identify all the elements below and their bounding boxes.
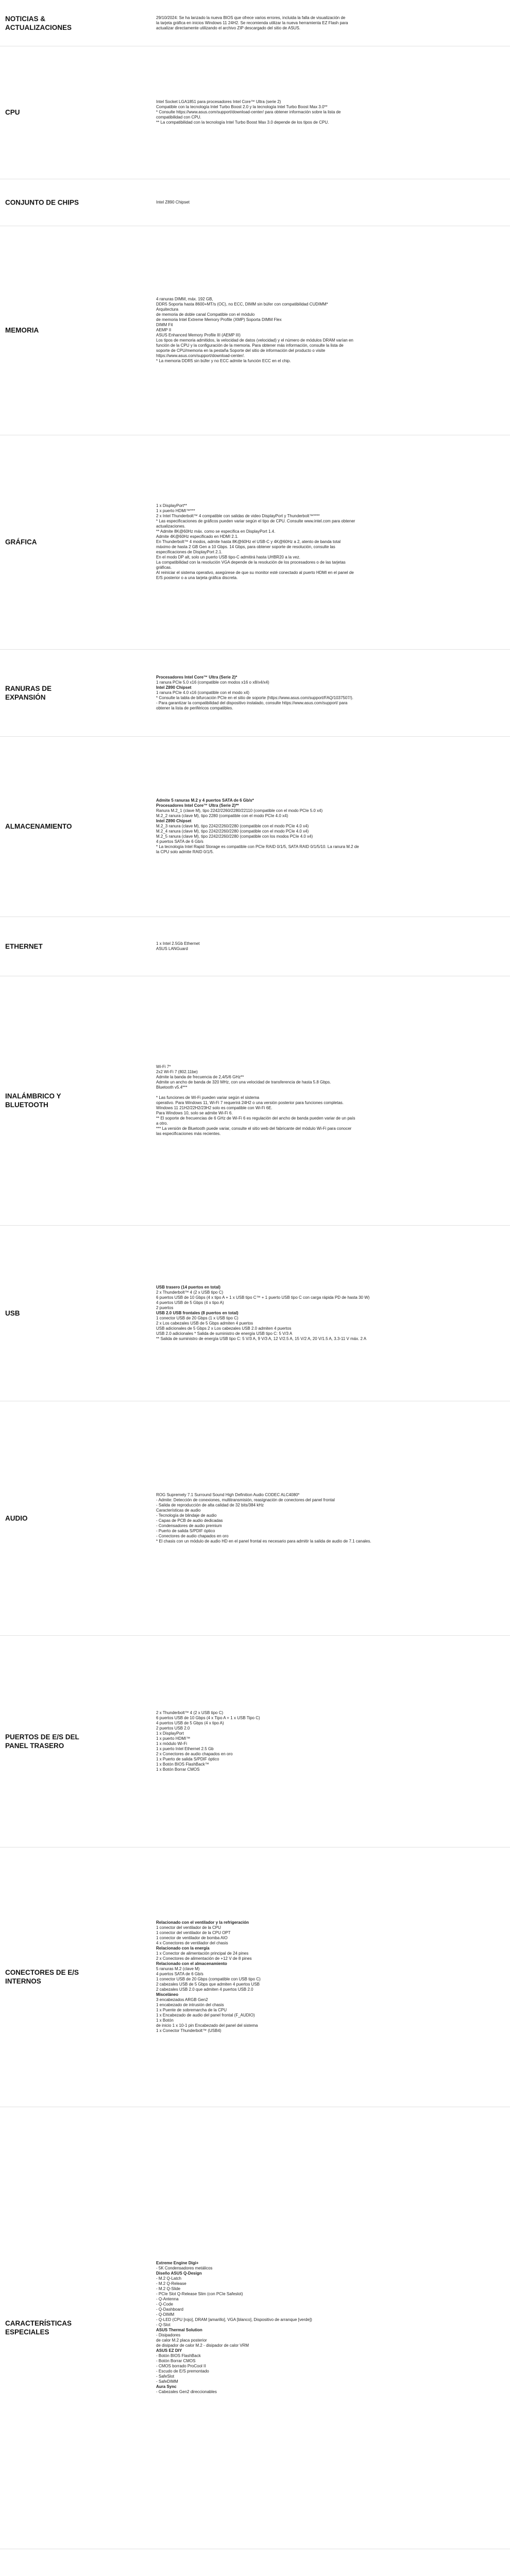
- spec-line: Extreme Engine Digi+: [156, 2261, 199, 2265]
- spec-line: Aura Sync: [156, 2384, 177, 2389]
- spec-line: 1 x puerto Intel Ethernet 2.5 Gb: [156, 1747, 214, 1751]
- spec-line: Windows 11 21H2/22H2/23H2 solo es compatible con Wi-Fi 6E.: [156, 1106, 273, 1110]
- spec-line: - Disipadores: [156, 2333, 181, 2337]
- spec-line: Misceláneo: [156, 1992, 179, 1997]
- spec-row-software: [0, 2549, 510, 2576]
- spec-line: a otro.: [156, 1121, 168, 1126]
- spec-row-storage: [0, 736, 510, 917]
- spec-line: * Consulte la tabla de bifurcación PCIe en el sitio de soporte (https://www.asus.com/support/FAQ/1037507/).: [156, 696, 353, 700]
- spec-line: Compatible con la tecnología Intel Turbo Boost 2.0 y la tecnología Intel Turbo Boost Max 3.0**: [156, 105, 328, 109]
- spec-line: Intel Z890 Chipset: [156, 200, 190, 205]
- spec-line: ASUS Thermal Solution: [156, 2328, 202, 2332]
- spec-line: En el modo DP alt, solo un puerto USB tipo-C admitirá hasta UHBR20 a la vez.: [156, 555, 300, 560]
- spec-line: 1 x DisplayPort**: [156, 503, 188, 508]
- spec-line: Intel Z890 Chipset: [156, 819, 192, 823]
- row-divider: [0, 736, 510, 737]
- spec-value-memory: [156, 297, 496, 364]
- spec-line: * Consulte https://www.asus.com/support/download-center/ para obtener información sobre la lista de: [156, 110, 341, 114]
- spec-line: Los tipos de memoria admitidos, la velocidad de datos (velocidad) y el número de módulos DRAM varían en: [156, 338, 353, 343]
- spec-label-ethernet: ETHERNET: [5, 942, 43, 950]
- spec-line: 2 puertos: [156, 1306, 174, 1310]
- spec-value-ethernet: [156, 941, 496, 952]
- spec-line: Admite 5 ranuras M.2 y 4 puertos SATA de 6 Gb/s*: [156, 798, 254, 803]
- spec-line: Admite la banda de frecuencia de 2,4/5/6 GHz**: [156, 1075, 244, 1079]
- spec-line: Procesadores Intel Core™ Ultra (Serie 2)*: [156, 675, 237, 680]
- spec-line: 4 puertos USB de 5 Gbps (4 x tipo A): [156, 1300, 224, 1305]
- spec-line: E/S posterior o a una tarjeta gráfica discreta.: [156, 575, 238, 580]
- spec-label-chipset: CONJUNTO DE CHIPS: [5, 198, 79, 206]
- spec-value-usb: [156, 1285, 496, 1342]
- spec-line: Características de audio: [156, 1508, 201, 1513]
- spec-line: 6 puertos USB de 10 Gbps (4 x tipo A + 1 x USB tipo C™ + 1 puerto USB tipo C con carga rápida PD de hasta 30 W): [156, 1295, 370, 1300]
- spec-line: la CPU solo admite RAID 0/1/5.: [156, 850, 214, 854]
- spec-label-audio: AUDIO: [5, 1514, 28, 1522]
- spec-value-rear_io: [156, 1710, 496, 1772]
- spec-line: - SafeSlot: [156, 2374, 175, 2379]
- spec-line: 4 puertos SATA de 6 Gb/s: [156, 1972, 203, 1976]
- spec-line: 6 puertos USB de 10 Gbps (4 x Tipo A + 1 x USB Tipo C): [156, 1716, 260, 1720]
- spec-line: DDR5 Soporta hasta 8600+MT/s (OC), no ECC, DIMM sin búfer con compatibilidad CUDIMM*: [156, 302, 328, 307]
- spec-line: Intel Z890 Chipset: [156, 685, 192, 690]
- spec-line: - Admite: Detección de conexiones, multitransmisión, reasignación de conectores del panel frontal: [156, 1498, 335, 1502]
- spec-value-cpu: [156, 99, 496, 125]
- spec-line: USB 2.0 USB frontales (8 puertos en total): [156, 1311, 239, 1315]
- spec-line: Procesadores Intel Core™ Ultra (Serie 2)**: [156, 803, 239, 808]
- spec-row-cpu: [0, 46, 510, 179]
- spec-line: de calor M.2 placa posterior: [156, 2338, 207, 2343]
- spec-line: Arquitectura: [156, 307, 179, 312]
- spec-line: AEMP II: [156, 328, 172, 332]
- spec-line: 29/10/2024: Se ha lanzado la nueva BIOS que ofrece varios errores, incluida la falla de visualización de: [156, 15, 346, 20]
- spec-line: 1 x puerto HDMI™***: [156, 509, 195, 513]
- spec-line: - CMOS borrado ProCool II: [156, 2364, 206, 2368]
- spec-line: - SafeDIMM: [156, 2379, 178, 2384]
- row-divider: [0, 649, 510, 650]
- spec-value-graphics: [156, 503, 496, 581]
- spec-value-internal: [156, 1920, 496, 2033]
- spec-value-special: [156, 2261, 496, 2395]
- spec-line: 4 puertos USB de 5 Gbps (4 x tipo A): [156, 1721, 224, 1725]
- spec-line: 1 x Botón Borrar CMOS: [156, 1767, 200, 1772]
- spec-row-usb: [0, 1225, 510, 1401]
- spec-line: - M.2 Q-Release: [156, 2281, 186, 2286]
- row-divider: [0, 1847, 510, 1848]
- spec-line: 2 puertos USB 2.0: [156, 1726, 190, 1731]
- spec-line: * El chasis con un módulo de audio HD en el panel frontal es necesario para admitir la salida de audio de 7.1 canales.: [156, 1539, 371, 1544]
- spec-row-internal: [0, 1847, 510, 2106]
- spec-line: [156, 1090, 496, 1095]
- spec-line: 1 conector USB de 20 Gbps (compatible con USB tipo C): [156, 1977, 261, 1981]
- spec-line: Wi-Fi 7*: [156, 1064, 171, 1069]
- spec-line: ROG Supremely 7.1 Surround Sound High Definition Audio CODEC ALC4080*: [156, 1493, 300, 1497]
- spec-line: 2 x Conectores de alimentación de +12 V de 8 pines: [156, 1956, 252, 1961]
- spec-line: 1 x Puerto de salida S/PDIF óptico: [156, 1757, 219, 1761]
- spec-line: USB adicionales de 5 Gbps 2 x Los cabezales USB 2.0 admiten 4 puertos: [156, 1326, 292, 1331]
- spec-line: máximo de hasta 2 GB Gen a 10 Gbps. 14 Gbps, para obtener soporte de resolución, consulte las: [156, 545, 335, 549]
- spec-line: - Q-Antenna: [156, 2297, 179, 2301]
- spec-label-usb: USB: [5, 1309, 20, 1317]
- spec-line: 4 ranuras DIMM, máx. 192 GB,: [156, 297, 213, 301]
- spec-line: la tarjeta gráfica en inicios Windows 11 24H2. Se recomienda utilizar la nueva herramienta EZ Flash para: [156, 21, 348, 25]
- spec-row-graphics: [0, 435, 510, 649]
- spec-line: * La memoria DDR5 sin búfer y no ECC admite la función ECC en el chip.: [156, 359, 291, 363]
- spec-value-expansion: [156, 675, 496, 711]
- spec-line: de disipador de calor M.2 - disipador de calor VRM: [156, 2343, 249, 2348]
- spec-value-chipset: [156, 200, 496, 205]
- spec-line: 1 x módulo Wi-Fi: [156, 1741, 188, 1746]
- spec-label-notices: NOTICIAS & ACTUALIZACIONES: [5, 14, 72, 31]
- spec-line: - Botón Borrar CMOS: [156, 2359, 196, 2363]
- spec-line: 1 encabezado de intrusión del chasis: [156, 2003, 224, 2007]
- spec-line: de inicio 1 x 10-1 pin Encabezado del panel del sistema: [156, 2023, 258, 2028]
- spec-line: * Las especificaciones de gráficos pueden variar según el tipo de CPU. Consulte www.intel.com para obtener: [156, 519, 355, 523]
- spec-line: * La tecnología Intel Rapid Storage es compatible con PCIe RAID 0/1/5, SATA RAID 0/1/5/10. La ranura M.2 de: [156, 844, 359, 849]
- spec-line: 2 x Intel Thunderbolt™ 4 compatible con salidas de video DisplayPort y Thunderbolt™****: [156, 514, 320, 518]
- spec-line: - Botón BIOS FlashBack: [156, 2353, 201, 2358]
- spec-label-storage: ALMACENAMIENTO: [5, 822, 72, 831]
- spec-row-special: [0, 2107, 510, 2549]
- spec-line: Bluetooth v5.4***: [156, 1085, 188, 1090]
- spec-row-wireless: [0, 976, 510, 1225]
- spec-line: ASUS Enhanced Memory Profile III (AEMP III): [156, 333, 241, 337]
- spec-row-chipset: [0, 179, 510, 226]
- spec-line: función de la CPU y la configuración de la memoria. Para obtener más información, consulte la lista de: [156, 343, 344, 348]
- spec-line: 1 x Intel 2.5Gb Ethernet: [156, 941, 200, 946]
- spec-line: 2x2 Wi-Fi 7 (802.11be): [156, 1070, 198, 1074]
- spec-row-audio: [0, 1401, 510, 1636]
- spec-line: 2 cabezales USB 2.0 que admiten 4 puertos USB 2.0: [156, 1987, 253, 1992]
- spec-line: Diseño ASUS Q-Design: [156, 2271, 202, 2276]
- spec-line: 1 conector de ventilador de bomba AIO: [156, 1936, 228, 1940]
- spec-line: https://www.asus.com/support/download-center/.: [156, 353, 245, 358]
- spec-line: - Q-Slot: [156, 2323, 171, 2327]
- spec-line: ** Admite 8K@60Hz máx. como se especifica en DisplayPort 1.4.: [156, 529, 276, 534]
- spec-line: las especificaciones más recientes.: [156, 1131, 221, 1136]
- spec-line: 1 x Botón: [156, 2018, 174, 2023]
- spec-value-audio: [156, 1493, 496, 1544]
- spec-line: Para Windows 10, solo se admite Wi-Fi 6.: [156, 1111, 233, 1115]
- spec-label-graphics: GRÁFICA: [5, 538, 37, 546]
- spec-line: Ranura M.2_1 (clave M), tipo 2242/2260/2280/22110 (compatible con el modo PCIe 5.0 x4): [156, 808, 323, 813]
- spec-line: M.2_2 ranura (clave M), tipo 2280 (compatible con el modo PCIe 4.0 x4): [156, 814, 288, 818]
- spec-line: Admite un ancho de banda de 320 MHz, con una velocidad de transferencia de hasta 5.8 Gbps.: [156, 1080, 331, 1084]
- spec-line: DIMM Fit: [156, 323, 173, 327]
- spec-line: 2 x Thunderbolt™ 4 (2 x USB tipo C): [156, 1290, 224, 1295]
- spec-line: - Q-LED (CPU [rojo], DRAM [amarillo], VGA [blanco], Dispositivo de arranque [verde]): [156, 2317, 312, 2322]
- spec-line: - Escudo de E/S premontado: [156, 2369, 209, 2374]
- spec-line: Relacionado con el ventilador y la refrigeración: [156, 1920, 249, 1925]
- spec-line: - Q-Dashboard: [156, 2307, 183, 2312]
- spec-line: 1 x DisplayPort: [156, 1731, 184, 1736]
- spec-row-notices: [0, 0, 510, 46]
- spec-line: - Puerto de salida S/PDIF óptico: [156, 1529, 215, 1533]
- spec-line: 1 x Puente de sobremarcha de la CPU: [156, 2008, 227, 2012]
- spec-row-ethernet: [0, 917, 510, 976]
- spec-line: - Condensadores de audio premium: [156, 1523, 222, 1528]
- spec-line: 4 x Conectores de ventilador del chasis: [156, 1941, 228, 1945]
- spec-line: En Thunderbolt™ 4 modos, admite hasta 8K@60Hz el USB-C y 4K@60Hz a 2, atento de banda total: [156, 539, 341, 544]
- spec-line: - Cabezales Gen2 direccionables: [156, 2389, 217, 2394]
- spec-line: - PCIe Slot Q-Release Slim (con PCIe Safeslot): [156, 2292, 243, 2296]
- spec-line: de memoria Intel Extreme Memory Profile (XMP) Soporta DIMM Flex: [156, 317, 282, 322]
- spec-line: ASUS EZ DIY: [156, 2348, 182, 2353]
- spec-line: 3 encabezados ARGB Gen2: [156, 1997, 208, 2002]
- spec-line: 1 x puerto HDMI™: [156, 1736, 191, 1741]
- spec-line: 2 x Conectores de audio chapados en oro: [156, 1752, 233, 1756]
- spec-label-cpu: CPU: [5, 108, 20, 116]
- spec-label-wireless: INALÁMBRICO Y BLUETOOTH: [5, 1092, 61, 1109]
- spec-line: obtener la lista de periféricos compatibles.: [156, 706, 233, 710]
- spec-line: Al reiniciar el sistema operativo, asegúrese de que su monitor esté conectado al puerto HDMI en el panel de: [156, 570, 354, 575]
- row-divider: [0, 1635, 510, 1636]
- row-divider: [0, 1225, 510, 1226]
- spec-line: compatibilidad con CPU.: [156, 115, 201, 120]
- spec-line: operativo. Para Windows 11, Wi-Fi 7 requerirá 24H2 o una versión posterior para funciones completas.: [156, 1100, 344, 1105]
- spec-line: 1 conector del ventilador de la CPU OPT: [156, 1930, 231, 1935]
- spec-label-internal: CONECTORES DE E/S INTERNOS: [5, 1968, 79, 1985]
- spec-line: ASUS LANGuard: [156, 946, 188, 951]
- spec-line: - 5K Condensadores metálicos: [156, 2266, 213, 2270]
- spec-value-storage: [156, 798, 496, 855]
- spec-row-expansion: [0, 649, 510, 736]
- spec-line: de memoria de doble canal Compatible con el módulo: [156, 312, 255, 317]
- spec-row-memory: [0, 226, 510, 435]
- spec-line: 5 ranuras M.2 (clave M): [156, 1967, 200, 1971]
- spec-line: Admite 4K@60Hz especificado en HDMI 2.1.: [156, 534, 239, 539]
- spec-line: *** La versión de Bluetooth puede variar, consulte el sitio web del fabricante del módulo Wi-Fi para conocer: [156, 1126, 352, 1131]
- spec-line: M.2_3 ranura (clave M), tipo 2242/2260/2280 (compatible con el modo PCIe 4.0 x4): [156, 824, 309, 828]
- spec-row-rear_io: [0, 1635, 510, 1847]
- spec-line: soporte de CPU/memoria en la pestaña Soporte del sitio de información del producto o visite: [156, 348, 326, 353]
- spec-label-rear_io: PUERTOS DE E/S DEL PANEL TRASERO: [5, 1733, 79, 1750]
- spec-line: La compatibilidad con la resolución VGA depende de la resolución de los procesadores o de las tarjetas: [156, 560, 346, 565]
- spec-line: 1 x Conector Thunderbolt™ (USB4): [156, 2028, 222, 2033]
- spec-line: - Para garantizar la compatibilidad del dispositivo instalado, consulte https://www.asus.com/support/ para: [156, 701, 348, 705]
- spec-line: - Q-DIMM: [156, 2312, 175, 2317]
- spec-line: 2 x Los cabezales USB de 5 Gbps admiten 4 puertos: [156, 1321, 253, 1326]
- spec-line: 1 x Encabezado de audio del panel frontal (F_AUDIO): [156, 2013, 255, 2018]
- spec-line: * Las funciones de Wi-Fi pueden variar según el sistema: [156, 1095, 260, 1100]
- spec-label-memory: MEMORIA: [5, 326, 39, 334]
- spec-line: 1 x Conector de alimentación principal de 24 pines: [156, 1951, 249, 1956]
- spec-value-wireless: [156, 1064, 496, 1137]
- spec-line: gráficas.: [156, 565, 172, 570]
- spec-line: - Salida de reproducción de alta calidad de 32 bits/384 kHz: [156, 1503, 264, 1507]
- spec-line: 4 puertos SATA de 6 Gb/s: [156, 839, 203, 844]
- spec-line: 1 ranura PCIe 5.0 x16 (compatible con modos x16 o x8/x4/x4): [156, 680, 269, 685]
- spec-line: USB 2.0 adicionales * Salida de suministro de energía USB tipo C: 5 V/3 A: [156, 1331, 293, 1336]
- spec-value-notices: [156, 15, 496, 31]
- spec-line: - M.2 Q-Slide: [156, 2286, 181, 2291]
- spec-line: Intel Socket LGA1851 para procesadores Intel Core™ Ultra (serie 2): [156, 99, 281, 104]
- spec-line: USB trasero (14 puertos en total): [156, 1285, 220, 1290]
- spec-line: - M.2 Q-Latch: [156, 2276, 181, 2281]
- spec-line: 1 x Botón BIOS FlashBack™: [156, 1762, 209, 1767]
- spec-line: actualizaciones.: [156, 524, 185, 529]
- spec-line: especificaciones de DisplayPort 2.1.: [156, 550, 223, 554]
- spec-line: - Tecnología de blindaje de audio: [156, 1513, 217, 1518]
- spec-line: M.2_5 ranura (clave M), tipo 2242/2260/2280 (compatible con los modos PCIe 4.0 x4): [156, 834, 313, 839]
- spec-line: ** El soporte de frecuencias de 6 GHz de Wi-Fi 6 es regulación del ancho de banda pueden variar de un país: [156, 1116, 355, 1121]
- spec-line: 1 ranura PCIe 4.0 x16 (compatible con el modo x4): [156, 690, 249, 695]
- spec-line: M.2_4 ranura (clave M), tipo 2242/2260/2280 (compatible con el modo PCIe 4.0 x4): [156, 829, 309, 834]
- spec-line: - Capas de PCB de audio dedicadas: [156, 1518, 223, 1523]
- spec-label-expansion: RANURAS DE EXPANSIÓN: [5, 684, 52, 701]
- spec-line: ** Salida de suministro de energía USB tipo C: 5 V/3 A, 9 V/3 A, 12 V/2.5 A, 15 V/2 A, 20 V/1.5 A, 3.3-11 V máx. 2 A: [156, 1336, 367, 1341]
- spec-line: ** La compatibilidad con la tecnología Intel Turbo Boost Max 3.0 depende de los tipos de CPU.: [156, 120, 329, 125]
- spec-line: Relacionado con el almacenamiento: [156, 1961, 227, 1966]
- spec-line: 1 conector USB de 20 Gbps (1 x USB tipo C): [156, 1316, 239, 1320]
- spec-line: - Conectores de audio chapados en oro: [156, 1534, 229, 1538]
- spec-line: 2 cabezales USB de 5 Gbps que admiten 4 puertos USB: [156, 1982, 260, 1987]
- spec-label-special: CARACTERÍSTICAS ESPECIALES: [5, 2319, 72, 2336]
- spec-line: 1 conector del ventilador de la CPU: [156, 1925, 221, 1930]
- spec-line: 2 x Thunderbolt™ 4 (2 x USB tipo C): [156, 1710, 224, 1715]
- spec-line: Relacionado con la energía: [156, 1946, 210, 1951]
- spec-line: actualizar directamente utilizando el archivo ZIP descargado del sitio de ASUS.: [156, 26, 301, 30]
- spec-line: - Q-Code: [156, 2302, 173, 2307]
